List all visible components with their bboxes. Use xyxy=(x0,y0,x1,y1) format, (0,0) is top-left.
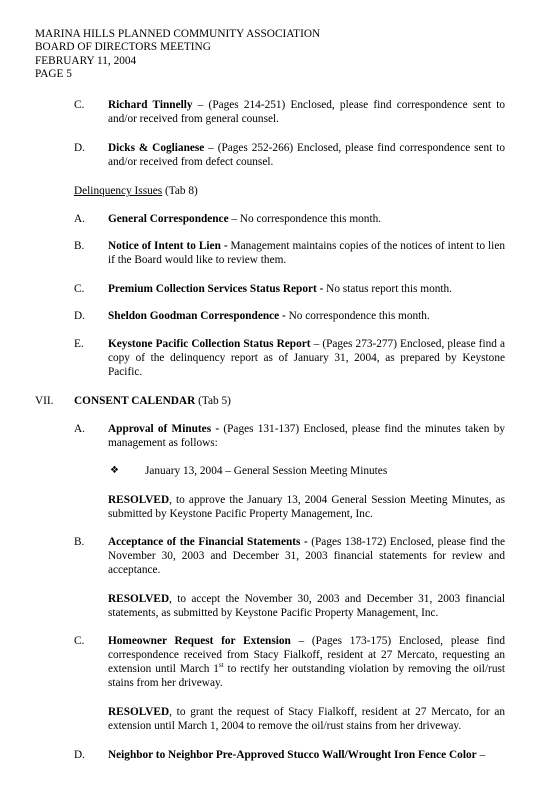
item-letter: A. xyxy=(74,423,85,435)
resolved-text: , to approve the January 13, 2004 General Session Meeting Minutes, as submitted by Keystone Pacific Property Management, Inc. xyxy=(108,494,505,520)
item-letter: C. xyxy=(74,283,85,295)
item-title: Sheldon Goodman Correspondence - xyxy=(108,310,286,322)
item-approval-of-minutes xyxy=(108,422,505,450)
ordinal-suffix: st xyxy=(218,661,224,670)
item-homeowner-extension xyxy=(108,634,505,690)
item-title: Premium Collection Services Status Report - xyxy=(108,283,324,295)
item-premium-collection xyxy=(108,282,505,296)
item-title: Dicks & Coglianese xyxy=(108,142,205,154)
resolved-text: , to grant the request of Stacy Fialkoff, resident at 27 Mercato, for an extension until March 1, 2004 to remove the oil/rust stains from her driveway. xyxy=(108,706,505,732)
item-title: Neighbor to Neighbor Pre-Approved Stucco Wall/Wrought Iron Fence Color xyxy=(108,749,477,761)
section-heading xyxy=(74,394,231,408)
item-title: Approval of Minutes - xyxy=(108,423,220,435)
item-general-correspondence xyxy=(108,212,505,226)
item-letter: B. xyxy=(74,536,85,548)
item-title: Notice of Intent to Lien - xyxy=(108,240,228,252)
item-dicks-coglianese xyxy=(108,141,505,169)
item-letter: D. xyxy=(74,749,85,761)
delinquency-heading xyxy=(74,184,198,198)
item-letter: D. xyxy=(74,310,85,322)
resolved-label: RESOLVED xyxy=(108,593,170,605)
resolution-extension xyxy=(108,705,505,733)
item-stucco-wall-color xyxy=(108,748,505,762)
item-text: – xyxy=(476,749,486,761)
section-tab: (Tab 5) xyxy=(195,395,231,407)
item-text: – (Pages 252-266) Enclosed, please find correspondence sent to and/or received from defect counsel. xyxy=(108,142,506,168)
item-title: General Correspondence xyxy=(108,213,229,225)
item-letter: D. xyxy=(74,142,85,154)
meeting-date: FEBRUARY 11, 2004 xyxy=(35,54,137,67)
item-text: – (Pages 173-175) Enclosed, please find correspondence received from Stacy Fialkoff, resident at 27 Mercato, requesting an extension until March 1 xyxy=(108,635,505,675)
document-header xyxy=(35,28,320,82)
item-title: Richard Tinnelly xyxy=(108,99,193,111)
diamond-bullet-icon: ❖ xyxy=(110,465,119,476)
page-number: PAGE 5 xyxy=(35,68,72,81)
resolution-minutes xyxy=(108,493,505,521)
item-keystone-collection xyxy=(108,337,505,379)
item-text: No correspondence this month. xyxy=(285,310,430,322)
item-letter: C. xyxy=(74,99,85,111)
item-richard-tinnelly xyxy=(108,98,505,126)
delinquency-tab: (Tab 8) xyxy=(162,185,198,197)
section-number: VII. xyxy=(35,395,54,407)
item-letter: C. xyxy=(74,635,85,647)
item-text: – No correspondence this month. xyxy=(228,213,382,225)
item-text: (Pages 131-137) Enclosed, please find the minutes taken by management as follows: xyxy=(108,423,505,449)
item-sheldon-goodman xyxy=(108,309,505,323)
item-text-cont: to rectify her outstanding violation by removing the oil/rust stains from her driveway. xyxy=(108,663,505,689)
item-text: No status report this month. xyxy=(323,283,452,295)
item-letter: B. xyxy=(74,240,85,252)
item-text: – (Pages 273-277) Enclosed, please find a copy of the delinquency report as of January 31, 2004, as prepared by Keystone Pacific. xyxy=(108,338,505,378)
item-title: Keystone Pacific Collection Status Report xyxy=(108,338,311,350)
item-letter: A. xyxy=(74,213,85,225)
resolved-text: , to accept the November 30, 2003 and December 31, 2003 financial statements, as submitted by Keystone Pacific Property Management, Inc. xyxy=(108,593,505,619)
item-text: (Pages 138-172) Enclosed, please find the November 30, 2003 and December 31, 2003 financial statements for review and acceptance. xyxy=(108,536,506,576)
resolved-label: RESOLVED xyxy=(108,706,170,718)
item-financial-statements xyxy=(108,535,505,577)
item-title: Homeowner Request for Extension xyxy=(108,635,291,647)
item-text: – (Pages 214-251) Enclosed, please find correspondence sent to and/or received from general counsel. xyxy=(108,99,505,125)
item-title: Acceptance of the Financial Statements - xyxy=(108,536,308,548)
delinquency-title: Delinquency Issues xyxy=(74,185,163,197)
item-text: Management maintains copies of the notices of intent to lien if the Board would like to review them. xyxy=(108,240,505,266)
association-name: MARINA HILLS PLANNED COMMUNITY ASSOCIATION xyxy=(35,28,321,40)
resolution-financials xyxy=(108,592,505,620)
resolved-label: RESOLVED xyxy=(108,494,170,506)
section-title: CONSENT CALENDAR xyxy=(74,395,196,407)
minutes-bullet: January 13, 2004 – General Session Meeting Minutes xyxy=(145,465,388,477)
item-letter: E. xyxy=(74,338,84,350)
item-notice-of-intent xyxy=(108,239,505,267)
meeting-name: BOARD OF DIRECTORS MEETING xyxy=(35,41,211,54)
